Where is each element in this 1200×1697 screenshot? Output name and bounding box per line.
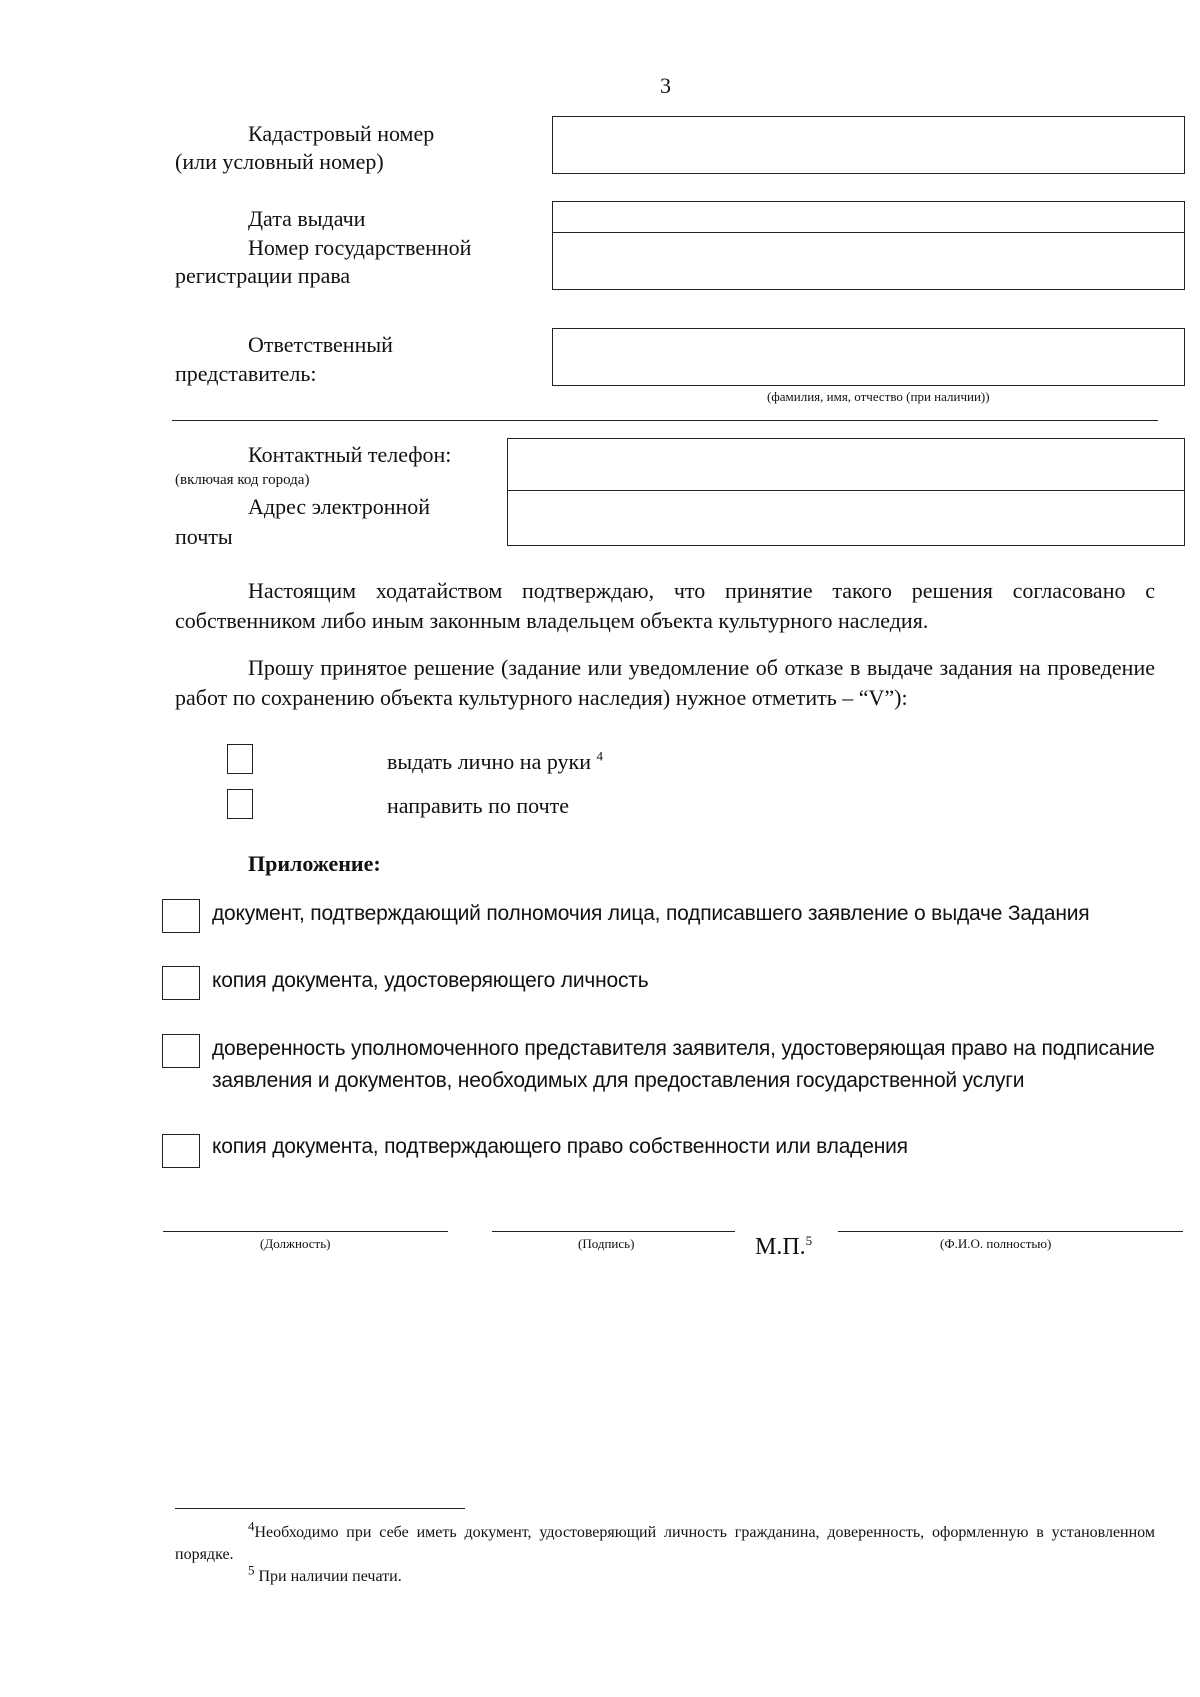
request-paragraph: Прошу принятое решение (задание или уведомление об отказе в выдаче задания на проведение работ по сохранению объекта культурного наследия) нужное отметить – “V”): (175, 655, 1155, 710)
statement-paragraph: Настоящим ходатайством подтверждаю, что принятие такого решения согласовано с собственником либо иным законным владельцем объекта культурного наследия. (175, 578, 1155, 633)
reg-number-label-line2: регистрации права (175, 263, 351, 288)
stamp-label-text: М.П. (755, 1234, 806, 1260)
delivery-option-in-person (387, 748, 603, 776)
attachment-item-1: документ, подтверждающий полномочия лица, подписавшего заявление о выдаче Задания (212, 902, 1090, 925)
footnote-4 (175, 1518, 1155, 1566)
footnote-5 (175, 1562, 1155, 1588)
delivery-by-mail-label: направить по почте (387, 793, 570, 818)
delivery-by-mail-checkbox[interactable] (227, 789, 253, 819)
signature-caption: (Подпись) (578, 1236, 635, 1251)
position-caption: (Должность) (260, 1236, 331, 1251)
delivery-in-person-checkbox[interactable] (227, 744, 253, 774)
signature-line[interactable] (492, 1231, 735, 1232)
cadastral-label-line2: (или условный номер) (175, 149, 384, 174)
footnote-4-text: Необходимо при себе иметь документ, удостоверяющий личность гражданина, доверенность, оформленную в установленном порядке. (175, 1524, 1155, 1563)
delivery-in-person-label: выдать лично на руки (387, 749, 592, 774)
responsible-representative-field[interactable] (552, 328, 1185, 386)
cadastral-number-field[interactable] (552, 116, 1185, 174)
position-signature-line[interactable] (163, 1231, 448, 1232)
contact-phone-field[interactable] (507, 438, 1185, 491)
reg-number-field[interactable] (552, 233, 1185, 290)
section-divider (172, 420, 1158, 421)
email-field[interactable] (507, 491, 1185, 546)
issue-date-field[interactable] (552, 201, 1185, 233)
attachment-item-3: доверенность уполномоченного представителя заявителя, удостоверяющая право на подписание заявления и документов, необходимых для предоставления государственной услуги (212, 1037, 1155, 1092)
responsible-label-line2: представитель: (175, 361, 317, 386)
responsible-label-line1: Ответственный (248, 332, 393, 357)
email-label-line2: почты (175, 524, 233, 549)
footnote-separator (175, 1508, 465, 1509)
full-name-signature-line[interactable] (838, 1231, 1183, 1232)
phone-sublabel: (включая код города) (175, 472, 310, 488)
footnote-ref-5: 5 (805, 1233, 813, 1248)
issue-date-label: Дата выдачи (248, 206, 366, 231)
reg-number-label-line1: Номер государственной (248, 235, 472, 260)
attachments-heading: Приложение: (248, 851, 381, 876)
phone-label: Контактный телефон: (248, 442, 452, 467)
attachment-checkbox-3[interactable] (162, 1034, 200, 1068)
email-label-line1: Адрес электронной (248, 494, 431, 519)
attachment-item-4: копия документа, подтверждающего право собственности или владения (212, 1135, 908, 1158)
footnote-4-mark: 4 (248, 1518, 255, 1534)
attachment-item-2: копия документа, удостоверяющего личность (212, 969, 649, 992)
attachment-checkbox-2[interactable] (162, 966, 200, 1000)
cadastral-label-line1: Кадастровый номер (248, 121, 435, 146)
stamp-label (755, 1233, 812, 1261)
attachment-checkbox-4[interactable] (162, 1134, 200, 1168)
footnote-5-text: При наличии печати. (258, 1568, 402, 1585)
full-name-caption: (Ф.И.О. полностью) (940, 1236, 1052, 1251)
page-number: 3 (660, 73, 671, 98)
responsible-caption: (фамилия, имя, отчество (при наличии)) (767, 389, 990, 404)
attachment-checkbox-1[interactable] (162, 899, 200, 933)
footnote-5-mark: 5 (248, 1562, 255, 1578)
footnote-ref-4: 4 (596, 748, 604, 764)
